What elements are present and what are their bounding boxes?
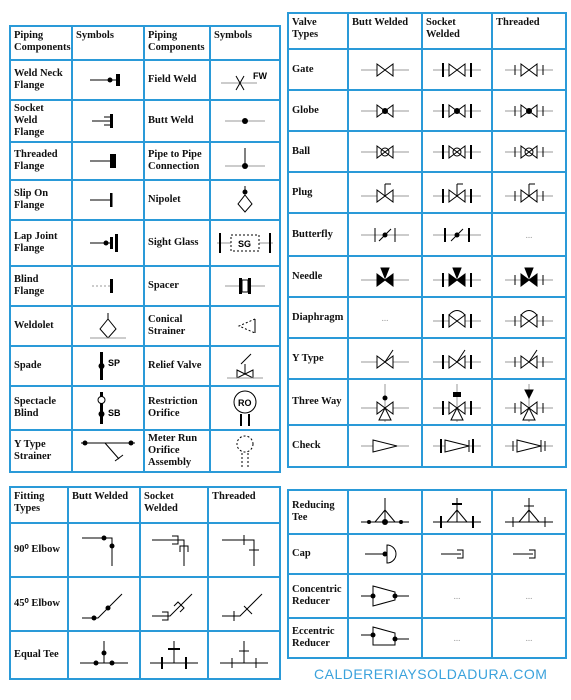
spade-tag: SP [108,358,121,368]
elbow-45-butt-welded-symbol [68,577,140,631]
row-label: Nipolet [144,180,210,220]
gate-threaded-symbol [492,49,566,90]
field-weld-tag: FW [253,71,267,81]
butterfly-socket-welded-symbol [422,213,492,256]
elbow-90-butt-welded-symbol [68,523,140,577]
row-label: Restriction Orifice [144,386,210,430]
needle-threaded-symbol [492,256,566,297]
gate-socket-welded-symbol [422,49,492,90]
header-socket-welded: Socket Welded [140,487,208,523]
row-label: Butt Weld [144,100,210,142]
y-type-threaded-symbol [492,338,566,379]
threaded-flange-symbol [72,142,144,180]
valve-label: Butterfly [288,213,348,256]
elbow-90-socket-welded-symbol [140,523,208,577]
globe-socket-welded-symbol [422,90,492,131]
row-label: Spectacle Blind [10,386,72,430]
cap-butt-welded-symbol [348,534,422,574]
valve-types-table [287,12,567,468]
row-label: Weldolet [10,306,72,346]
header-threaded: Threaded [208,487,280,523]
ball-threaded-symbol [492,131,566,172]
slip-on-flange-symbol [72,180,144,220]
valve-label: Check [288,425,348,467]
field-weld-symbol [210,60,280,100]
restriction-orifice-tag: RO [238,398,252,408]
row-label: Lap Joint Flange [10,220,72,266]
header-butt-welded: Butt Welded [68,487,140,523]
row-label: Relief Valve [144,346,210,386]
reducing-tee-socket-welded-symbol [422,490,492,534]
weldolet-symbol [72,306,144,346]
fitting-label: 90⁰ Elbow [10,523,68,577]
socket-weld-flange-symbol [72,100,144,142]
row-label: Y Type Strainer [10,430,72,472]
header-valve-types: Valve Types [288,13,348,49]
fitting-label: Eccentric Reducer [288,618,348,658]
valve-label: Needle [288,256,348,297]
eccentric-reducer-threaded-empty: ... [492,618,566,658]
ball-butt-welded-symbol [348,131,422,172]
spectacle-blind-tag: SB [108,408,121,418]
row-label: Socket Weld Flange [10,100,72,142]
elbow-90-threaded-symbol [208,523,280,577]
spacer-symbol [210,266,280,306]
row-label: Weld Neck Flange [10,60,72,100]
restriction-orifice-symbol [210,386,280,430]
header-symbols: Symbols [72,26,144,60]
fitting-label: Equal Tee [10,631,68,679]
globe-threaded-symbol [492,90,566,131]
gate-butt-welded-symbol [348,49,422,90]
valve-label: Diaphragm [288,297,348,338]
check-threaded-symbol [492,425,566,467]
butt-weld-symbol [210,100,280,142]
row-label: Meter Run Orifice Assembly [144,430,210,472]
equal-tee-socket-welded-symbol [140,631,208,679]
lap-joint-flange-symbol [72,220,144,266]
cap-threaded-symbol [492,534,566,574]
header-symbols-2: Symbols [210,26,280,60]
check-socket-welded-symbol [422,425,492,467]
y-type-strainer-symbol [72,430,144,472]
diaphragm-threaded-symbol [492,297,566,338]
equal-tee-butt-welded-symbol [68,631,140,679]
y-type-butt-welded-symbol [348,338,422,379]
valve-label: Y Type [288,338,348,379]
fitting-label: Reducing Tee [288,490,348,534]
diaphragm-butt-welded-empty: ... [348,297,422,338]
three-way-threaded-symbol [492,379,566,425]
relief-valve-symbol [210,346,280,386]
reducing-tee-butt-welded-symbol [348,490,422,534]
elbow-45-socket-welded-symbol [140,577,208,631]
meter-run-orifice-symbol [210,430,280,472]
cap-socket-welded-symbol [422,534,492,574]
row-label: Spacer [144,266,210,306]
header-butt-welded: Butt Welded [348,13,422,49]
pipe-to-pipe-connection-symbol [210,142,280,180]
valve-label: Ball [288,131,348,172]
check-butt-welded-symbol [348,425,422,467]
three-way-butt-welded-symbol [348,379,422,425]
reducing-tee-threaded-symbol [492,490,566,534]
plug-socket-welded-symbol [422,172,492,213]
piping-components-table [9,25,281,473]
valve-label: Plug [288,172,348,213]
eccentric-reducer-butt-welded-symbol [348,618,422,658]
concentric-reducer-socket-empty: ... [422,574,492,618]
fitting-label: 45⁰ Elbow [10,577,68,631]
concentric-reducer-threaded-empty: ... [492,574,566,618]
eccentric-reducer-socket-empty: ... [422,618,492,658]
plug-threaded-symbol [492,172,566,213]
valve-label: Three Way [288,379,348,425]
y-type-socket-welded-symbol [422,338,492,379]
diaphragm-socket-welded-symbol [422,297,492,338]
spectacle-blind-symbol [72,386,144,430]
fitting-label: Cap [288,534,348,574]
row-label: Sight Glass [144,220,210,266]
elbow-45-threaded-symbol [208,577,280,631]
row-label: Conical Strainer [144,306,210,346]
row-label: Blind Flange [10,266,72,306]
butterfly-threaded-empty: ... [492,213,566,256]
fitting-label: Concentric Reducer [288,574,348,618]
spade-symbol [72,346,144,386]
plug-butt-welded-symbol [348,172,422,213]
needle-socket-welded-symbol [422,256,492,297]
weld-neck-flange-symbol [72,60,144,100]
reducers-caps-table [287,489,567,659]
row-label: Threaded Flange [10,142,72,180]
sight-glass-tag: SG [238,239,252,249]
header-socket-welded: Socket Welded [422,13,492,49]
row-label: Slip On Flange [10,180,72,220]
nipolet-symbol [210,180,280,220]
blind-flange-symbol [72,266,144,306]
needle-butt-welded-symbol [348,256,422,297]
conical-strainer-symbol [210,306,280,346]
valve-label: Globe [288,90,348,131]
sight-glass-symbol [210,220,280,266]
row-label: Field Weld [144,60,210,100]
header-piping-components: Piping Components [10,26,72,60]
concentric-reducer-butt-welded-symbol [348,574,422,618]
row-label: Spade [10,346,72,386]
fitting-types-table [9,486,281,680]
butterfly-butt-welded-symbol [348,213,422,256]
three-way-socket-welded-symbol [422,379,492,425]
watermark: CALDERERIAYSOLDADURA.COM [314,666,548,682]
row-label: Pipe to Pipe Connection [144,142,210,180]
ball-socket-welded-symbol [422,131,492,172]
equal-tee-threaded-symbol [208,631,280,679]
header-fitting-types: Fitting Types [10,487,68,523]
globe-butt-welded-symbol [348,90,422,131]
valve-label: Gate [288,49,348,90]
header-piping-components-2: Piping Components [144,26,210,60]
header-threaded: Threaded [492,13,566,49]
